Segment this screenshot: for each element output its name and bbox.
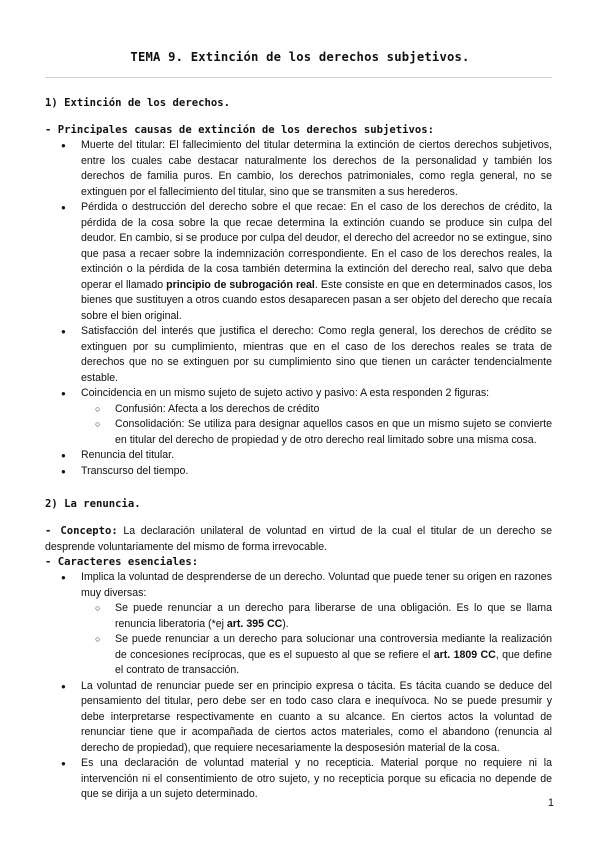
list-item: ● La voluntad de renunciar puede ser en principio expresa o tácita. Es tácita cuando se deduce del pensamiento del titular, pero debe ser en todo caso clara e inequívoca. No se puede presumir y debe interpretarse respectivamente en cuanto a su alcance. En ciertos actos la voluntad de renunciar tiene que ir acompañada de ciertos actos materiales, como el abandono (renuncia al derecho de propiedad), que requiere necesariamente la desposesión material de la cosa. — [45, 679, 552, 757]
section-1-heading: 1) Extinción de los derechos. — [45, 97, 230, 109]
list-item — [45, 570, 552, 679]
page-number: 1 — [548, 797, 554, 809]
list-item — [45, 386, 552, 448]
sub-list-item: ○ Consolidación: Se utiliza para designar aquellos casos en que un mismo sujeto se convierte en titular del derecho de propiedad y de otro derecho real limitado sobre una misma cosa. — [45, 417, 552, 448]
causes-list — [45, 138, 552, 479]
list-item — [45, 200, 552, 324]
sub-list-item — [45, 632, 552, 679]
list-item: ● Renuncia del titular. — [45, 448, 552, 464]
item-text: Pérdida o destrucción del derecho sobre el que recae: En el caso de los derechos de crédito, la pérdida de la cosa sobre la que recae determina la extinción cuando se produce sin culpa del deudor. En cambio, si se produce por culpa del deudor, el derecho del acreedor no se extingue, sino que pasa a recaer sobre la indemnización correspondiente. En el caso de los derechos reales, la extinción o la pérdida de la cosa también determina la extinción del derecho real, salvo que deba operar el llamado — [81, 201, 552, 291]
sub-list-item — [45, 601, 552, 632]
sub-list — [81, 601, 552, 679]
list-item: ● Muerte del titular: El fallecimiento del titular determina la extinción de ciertos derechos subjetivos, entre los cuales cabe destacar naturalmente los derechos de la personalidad y también los derechos de familia puros. En cambio, los derechos patrimoniales, como regla general, no se extinguen por el fallecimiento del titular, sino que se transmiten a sus herederos. — [45, 138, 552, 200]
characters-list — [45, 570, 552, 803]
concept-label: - Concepto: — [45, 525, 118, 537]
sub-list — [81, 402, 552, 449]
bold-term: art. 395 CC — [226, 617, 283, 630]
item-text: ). — [282, 617, 289, 630]
item-text: Se puede renunciar a un derecho para liberarse de una obligación. Es lo que se llama renuncia liberatoria (*ej — [115, 602, 552, 630]
section-2-heading: 2) La renuncia. — [45, 498, 141, 510]
list-item: ● Es una declaración de voluntad material y no recepticia. Material porque no requiere ni la intervención ni el consentimiento de otro sujeto, y no recepticia porque su eficacia no depende de que se dirija a un sujeto determinado. — [45, 756, 552, 803]
bold-term: art. 1809 CC — [433, 648, 496, 661]
concept-text: La declaración unilateral de voluntad en virtud de la cual el titular de un derecho se desprende voluntariamente del mismo de forma irrevocable. — [45, 525, 552, 553]
item-text: , que define el contrato de transacción. — [115, 648, 552, 676]
document-body — [45, 97, 552, 803]
bold-term: principio de subrogación real — [166, 278, 315, 291]
item-text: Coincidencia en un mismo sujeto de sujeto activo y pasivo: A esta responden 2 figuras: — [81, 387, 490, 399]
characters-heading: - Caracteres esenciales: — [45, 556, 199, 568]
item-text: Se puede renunciar a un derecho para solucionar una controversia mediante la realización de concesiones recíprocas, que es el supuesto al que se refiere el — [115, 633, 552, 661]
sub-list-item: ○ Confusión: Afecta a los derechos de crédito — [45, 402, 552, 418]
item-text: Implica la voluntad de desprenderse de un derecho. Voluntad que puede tener su origen en razones muy diversas: — [81, 571, 552, 599]
title-divider — [45, 77, 552, 78]
concept-paragraph — [45, 524, 552, 555]
document-title: TEMA 9. Extinción de los derechos subjetivos. — [130, 50, 470, 64]
list-item: ● Satisfacción del interés que justifica el derecho: Como regla general, los derechos de crédito se extinguen por su cumplimiento, mientras que en el caso de los derechos reales se trata de derechos que no se extinguen por su cumplimiento sino que tienen un carácter tendencialmente estable. — [45, 324, 552, 386]
section-1-subheading: - Principales causas de extinción de los derechos subjetivos: — [45, 124, 435, 136]
list-item: ● Transcurso del tiempo. — [45, 464, 552, 480]
item-text: . Este consiste en que en determinados casos, los bienes que sustituyen a otros cuando estos desaparecen pasan a ser objeto del derecho que recaía sobre el bien original. — [81, 278, 553, 322]
